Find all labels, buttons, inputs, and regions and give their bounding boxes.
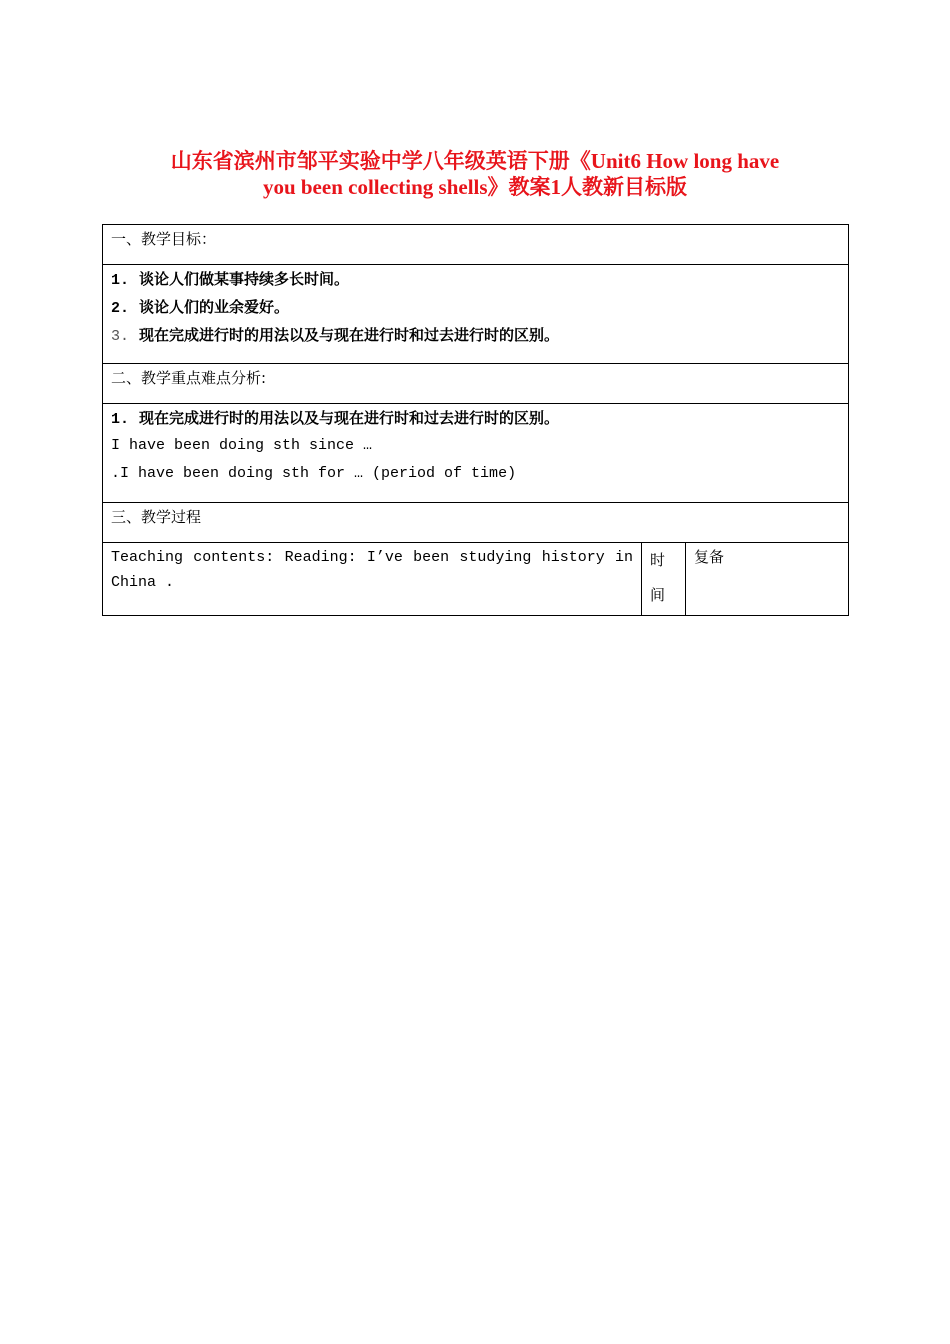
goal-item-1 (111, 265, 840, 293)
time-label-2: 间 (650, 586, 666, 604)
key-point-item-1 (111, 404, 840, 432)
key-points-heading: 二、教学重点难点分析: (103, 364, 849, 404)
goal-item-1-num: 1. (111, 272, 130, 289)
goal-item-3 (111, 321, 840, 349)
goal-item-2 (111, 293, 840, 321)
time-column (642, 543, 686, 616)
title-line-1: 山东省滨州市邹平实验中学八年级英语下册《Unit6 How long have (170, 149, 780, 173)
review-label: 复备 (686, 543, 849, 616)
goal-item-3-text: 现在完成进行时的用法以及与现在进行时和过去进行时的区别。 (139, 326, 560, 344)
goal-item-2-text: 谈论人们的业余爱好。 (139, 298, 290, 316)
goal-item-2-num: 2. (111, 300, 130, 317)
lesson-plan-table (102, 224, 849, 616)
example-since: I have been doing sth since … (111, 437, 373, 454)
key-point-item-1-num: 1. (111, 411, 130, 428)
goals-body (103, 265, 849, 364)
goals-heading: 一、教学目标： (103, 225, 849, 265)
time-label-1: 时 (650, 551, 666, 569)
goal-item-3-num: 3. (111, 328, 130, 345)
process-heading: 三、教学过程 (103, 503, 849, 543)
teaching-contents: Teaching contents: Reading: I’ve been studying history in China . (103, 543, 642, 616)
key-point-item-1-text: 现在完成进行时的用法以及与现在进行时和过去进行时的区别。 (139, 409, 560, 427)
goal-item-1-text: 谈论人们做某事持续多长时间。 (139, 270, 350, 288)
example-for: .I have been doing sth for … (period of time) (111, 465, 517, 482)
key-points-body (103, 404, 849, 503)
document-title (120, 148, 830, 200)
title-line-2: you been collecting shells》教案1人教新目标版 (262, 175, 688, 199)
